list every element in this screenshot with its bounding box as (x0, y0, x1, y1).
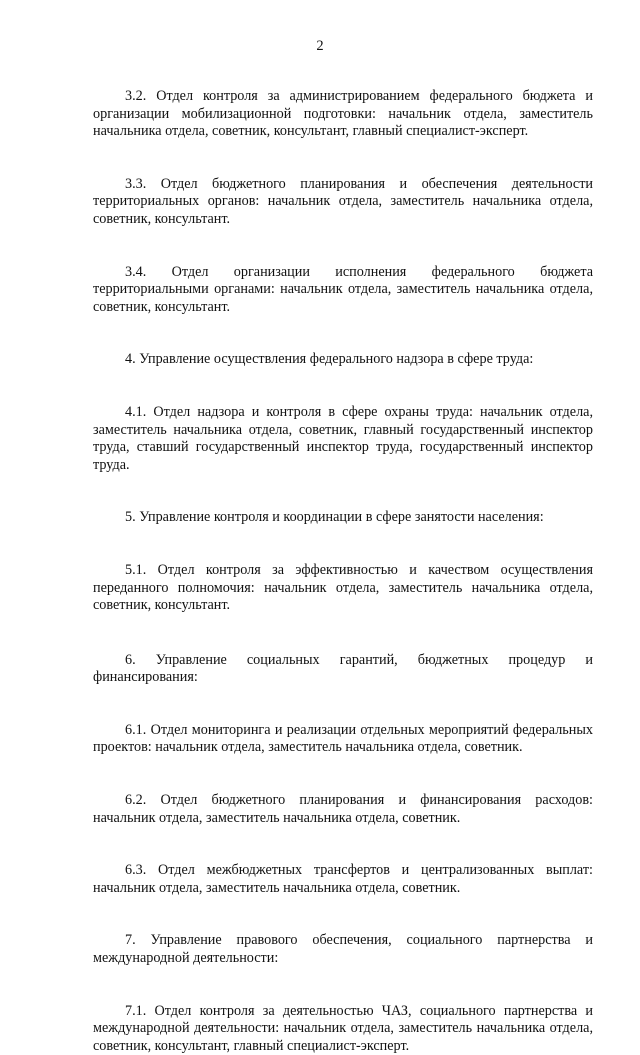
heading-section-5: 5. Управление контроля и координации в сфере занятости населения: (125, 509, 544, 526)
paragraph-6-2: 6.2. Отдел бюджетного планирования и финансирования расходов: начальник отдела, заместитель начальника отдела, советник. (93, 792, 593, 826)
paragraph-5-1: 5.1. Отдел контроля за эффективностью и качеством осуществления переданного полномочия: начальник отдела, заместитель начальника отдела, советник, консультант. (93, 561, 593, 614)
paragraph-3-3: 3.3. Отдел бюджетного планирования и обеспечения деятельности территориальных органов: начальник отдела, заместитель начальника отдела, советник, консультант. (93, 175, 593, 227)
paragraph-3-2: 3.2. Отдел контроля за администрированием федерального бюджета и организации мобилизационной подготовки: начальник отдела, заместитель начальника отдела, советник, консультант, главный специалист-эксперт. (93, 88, 593, 140)
paragraph-7-1: 7.1. Отдел контроля за деятельностью ЧАЗ, социального партнерства и международной деятельности: начальник отдела, заместитель начальника отдела, советник, консультант, главный специалист-эксперт. (93, 1002, 593, 1054)
heading-section-7: 7. Управление правового обеспечения, социального партнерства и международной деятельности: (93, 932, 593, 967)
heading-section-4: 4. Управление осуществления федерального надзора в сфере труда: (125, 351, 534, 368)
paragraph-6-3: 6.3. Отдел межбюджетных трансфертов и централизованных выплат: начальник отдела, заместитель начальника отдела, советник. (93, 862, 593, 896)
paragraph-3-4: 3.4. Отдел организации исполнения федерального бюджета территориальными органами: начальник отдела, заместитель начальника отдела, советник, консультант. (93, 263, 593, 315)
page-number: 2 (316, 38, 324, 54)
heading-section-6: 6. Управление социальных гарантий, бюджетных процедур и финансирования: (93, 651, 593, 686)
paragraph-4-1: 4.1. Отдел надзора и контроля в сфере охраны труда: начальник отдела, заместитель начальника отдела, советник, главный государственный инспектор труда, ставший государственный инспектор труда, государственный инспектор труда. (93, 403, 593, 473)
paragraph-6-1: 6.1. Отдел мониторинга и реализации отдельных мероприятий федеральных проектов: начальник отдела, заместитель начальника отдела, советник. (93, 721, 593, 756)
document-body (93, 88, 593, 1055)
